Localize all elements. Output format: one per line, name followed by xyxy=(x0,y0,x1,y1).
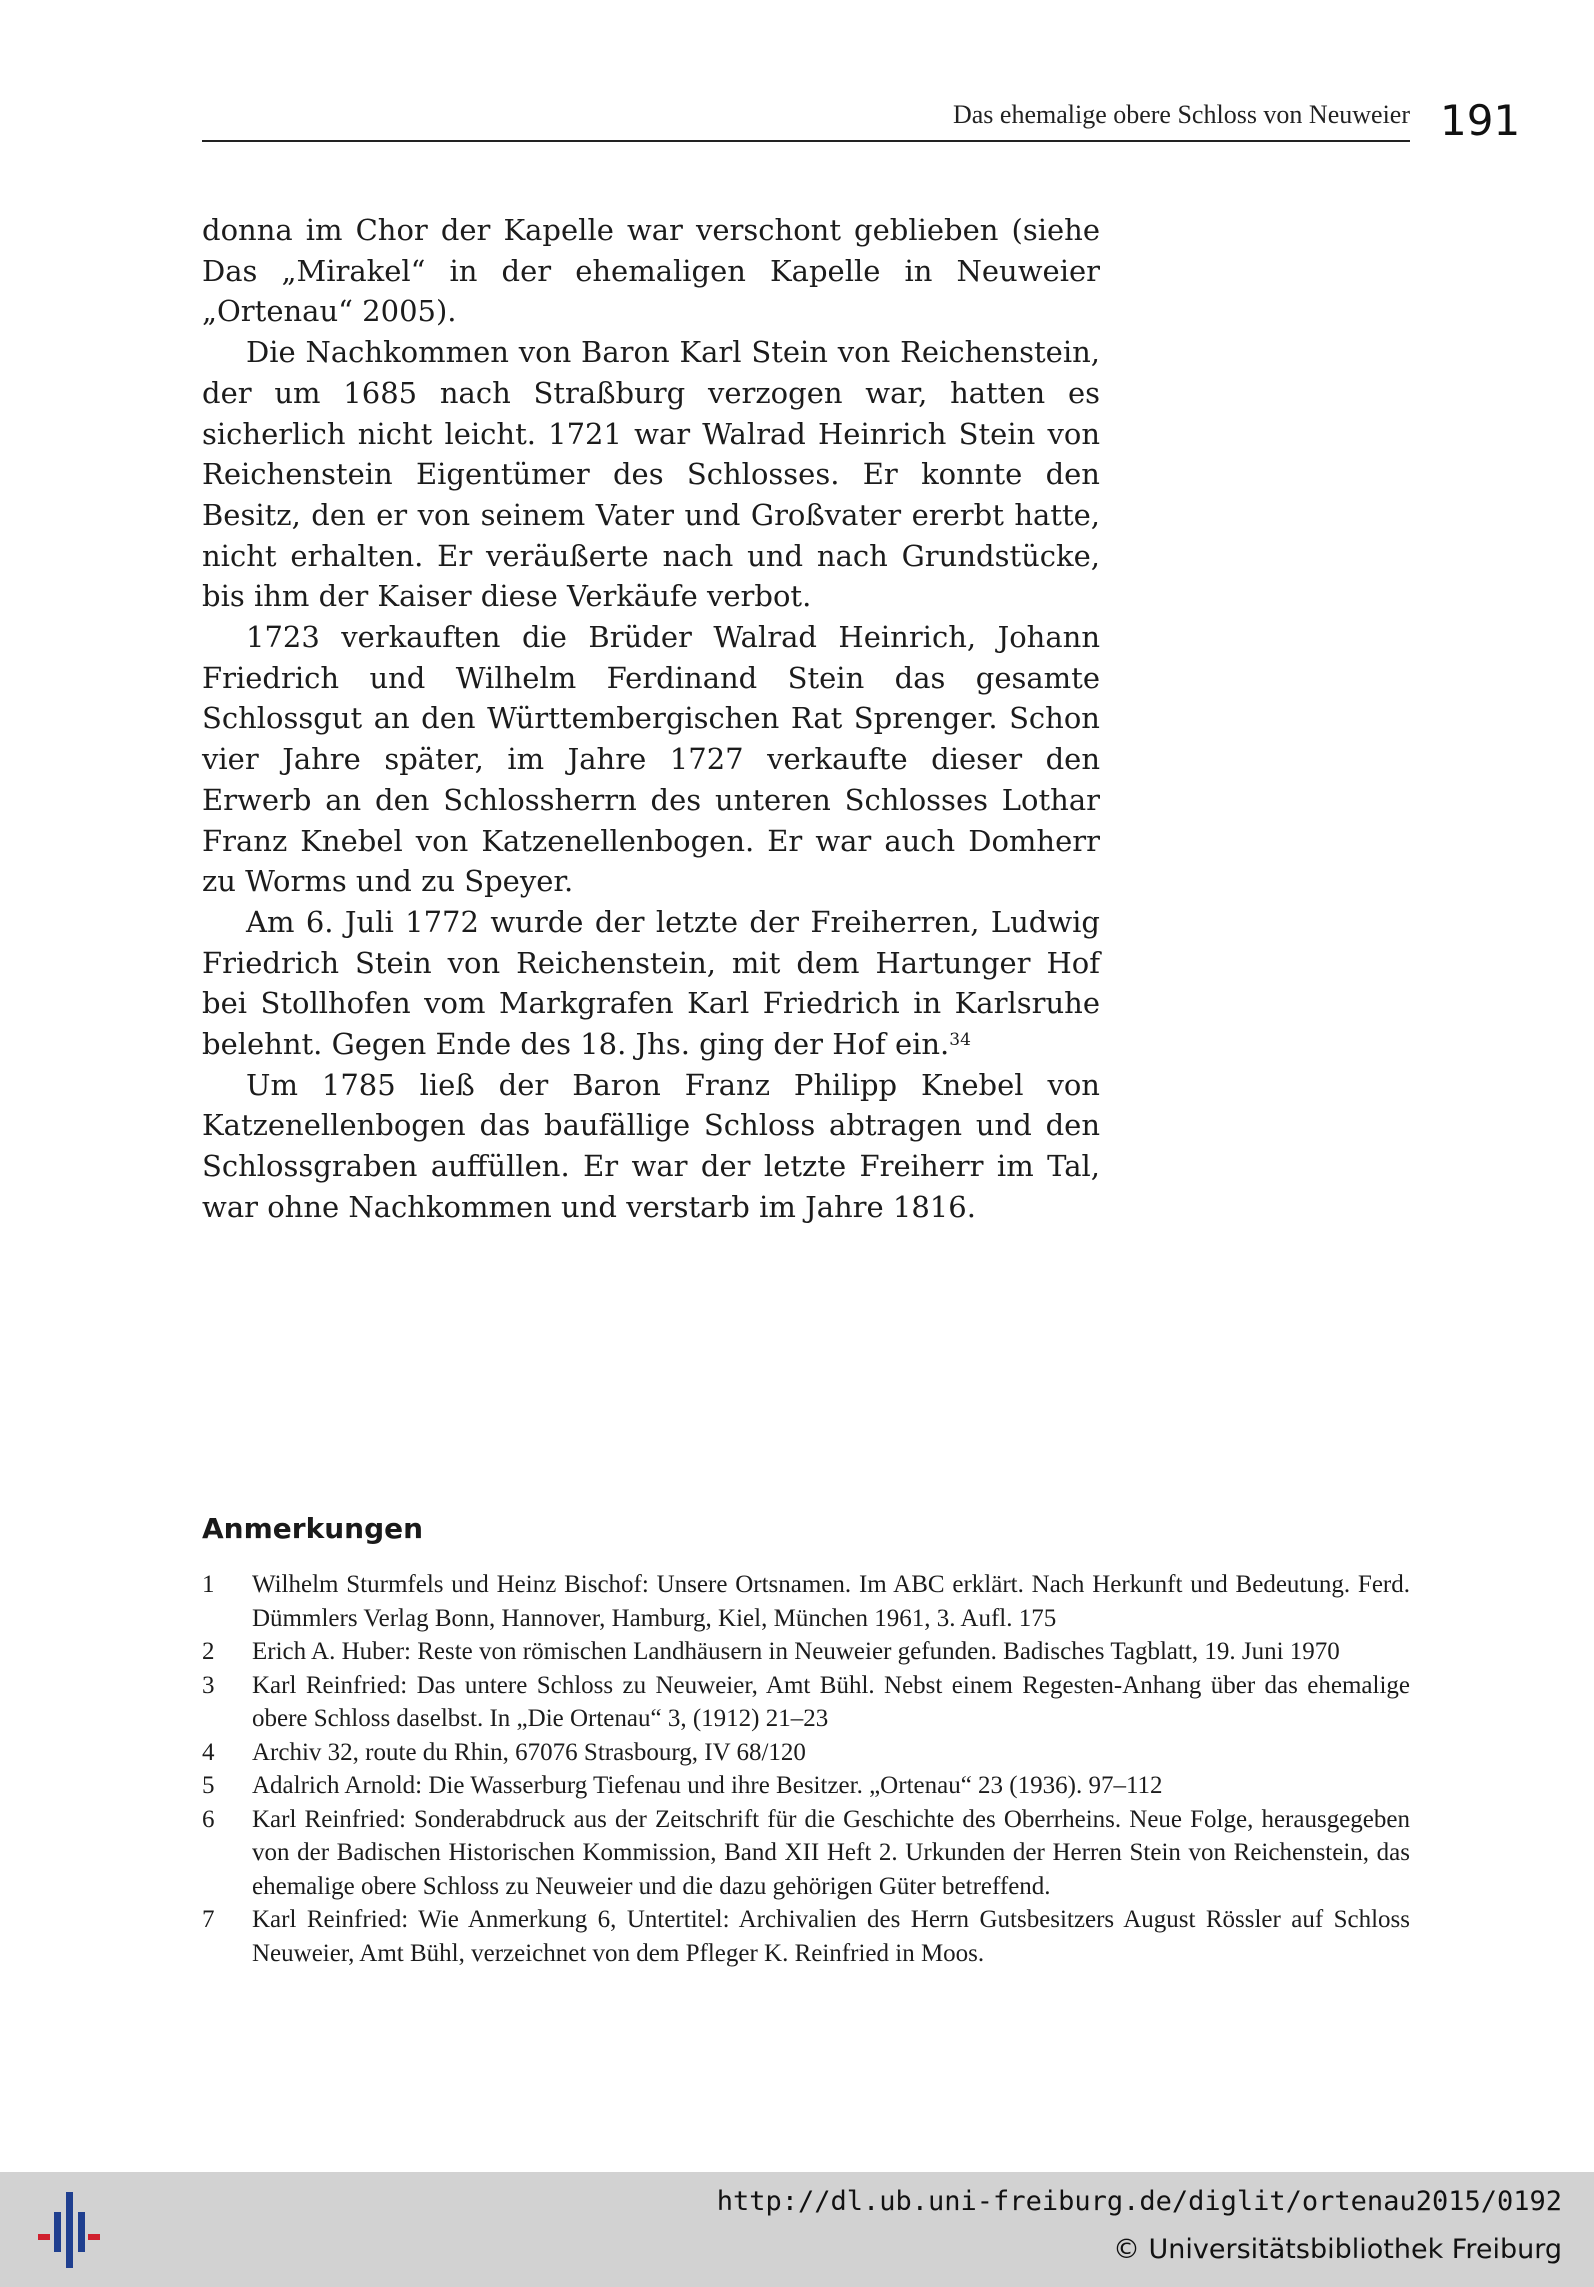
page-number: 191 xyxy=(1440,96,1521,145)
paragraph-3: 1723 verkauften die Brüder Walrad Heinrich, Johann Friedrich und Wilhelm Ferdinand Stein das gesamte Schlossgut an den Württembergischen Rat Sprenger. Schon vier Jahre später, im Jahre 1727 verkaufte dieser den Erwerb an den Schlossherrn des unteren Schlosses Lothar Franz Knebel von Katzenellenbogen. Er war auch Domherr zu Worms und zu Speyer. xyxy=(202,620,1100,899)
paragraph-5: Um 1785 ließ der Baron Franz Philipp Knebel von Katzenellenbogen das baufällige Schloss abtragen und den Schlossgraben auffüllen. Er war der letzte Freiherr im Tal, war ohne Nachkommen und verstarb im Jahre 1816. xyxy=(202,1067,1100,1224)
note-text: Archiv 32, route du Rhin, 67076 Strasbourg, IV 68/120 xyxy=(252,1738,806,1766)
main-text xyxy=(202,210,1100,1228)
note-item xyxy=(202,1803,1410,1904)
note-text: Erich A. Huber: Reste von römischen Landhäusern in Neuweier gefunden. Badisches Tagblatt, 19. Juni 1970 xyxy=(252,1638,1340,1665)
note-number: 3 xyxy=(202,1671,215,1699)
note-text: Adalrich Arnold: Die Wasserburg Tiefenau und ihre Besitzer. „Ortenau“ 23 (1936). 97–112 xyxy=(252,1772,1163,1799)
permalink-url[interactable]: http://dl.ub.uni-freiburg.de/diglit/ortenau2015/0192 xyxy=(716,2186,1562,2217)
header-rule xyxy=(202,140,1410,142)
note-number: 6 xyxy=(202,1805,215,1833)
running-header-title: Das ehemalige obere Schloss von Neuweier xyxy=(952,100,1410,129)
note-number: 5 xyxy=(202,1772,215,1799)
paragraph-1: donna im Chor der Kapelle war verschont geblieben (siehe Das „Mirakel“ in der ehemaligen Kapelle in Neuweier „Ortenau“ 2005). xyxy=(202,213,1100,329)
footnote-ref-34[interactable]: 34 xyxy=(949,1030,971,1051)
note-number: 7 xyxy=(202,1906,215,1933)
note-text: Karl Reinfried: Sonderabdruck aus der Zeitschrift für die Geschichte des Oberrheins. Neue Folge, herausgegeben von der Badischen Historischen Kommission, Band XII Heft 2. Urkunden der Herren Stein von Reichenstein, das ehemalige obere Schloss zu Neuweier und die dazu gehörigen Güter betreffend. xyxy=(252,1805,1410,1900)
note-item xyxy=(202,1736,1410,1770)
note-text: Karl Reinfried: Das untere Schloss zu Neuweier, Amt Bühl. Nebst einem Regesten-Anhang über das ehemalige obere Schloss daselbst. In „Die Ortenau“ 3, (1912) 21–23 xyxy=(252,1671,1410,1732)
paragraph-4-text: Am 6. Juli 1772 wurde der letzte der Freiherren, Ludwig Friedrich Stein von Reichenstein, mit dem Hartunger Hof bei Stollhofen vom Markgrafen Karl Friedrich in Karlsruhe belehnt. Gegen Ende des 18. Jhs. ging der Hof ein. xyxy=(202,904,1100,1062)
note-item xyxy=(202,1669,1410,1736)
ub-freiburg-logo-icon[interactable] xyxy=(38,2192,100,2268)
note-item xyxy=(202,1903,1410,1970)
note-item xyxy=(202,1635,1410,1669)
notes-heading: Anmerkungen xyxy=(202,1512,424,1545)
note-item xyxy=(202,1769,1410,1803)
note-number: 2 xyxy=(202,1638,215,1665)
paragraph-2: Die Nachkommen von Baron Karl Stein von Reichenstein, der um 1685 nach Straßburg verzogen war, hatten es sicherlich nicht leicht. 1721 war Walrad Heinrich Stein von Reichenstein Eigentümer des Schlosses. Er konnte den Besitz, den er von seinem Vater und Großvater ererbt hatte, nicht erhalten. Er veräußerte nach und nach Grundstücke, bis ihm der Kaiser diese Verkäufe verbot. xyxy=(202,335,1100,614)
note-number: 1 xyxy=(202,1571,215,1598)
notes-list xyxy=(202,1568,1410,1970)
note-text: Karl Reinfried: Wie Anmerkung 6, Untertitel: Archivalien des Herrn Gutsbesitzers August Rössler auf Schloss Neuweier, Amt Bühl, verzeichnet von dem Pfleger K. Reinfried in Moos. xyxy=(252,1906,1410,1967)
paragraph-4 xyxy=(202,902,1100,1065)
note-item xyxy=(202,1568,1410,1635)
note-number: 4 xyxy=(202,1738,215,1766)
library-footer-bar xyxy=(0,2172,1594,2287)
note-text: Wilhelm Sturmfels und Heinz Bischof: Unsere Ortsnamen. Im ABC erklärt. Nach Herkunft und Bedeutung. Ferd. Dümmlers Verlag Bonn, Hannover, Hamburg, Kiel, München 1961, 3. Aufl. 175 xyxy=(252,1571,1410,1632)
copyright-notice: © Universitätsbibliothek Freiburg xyxy=(1112,2234,1562,2265)
